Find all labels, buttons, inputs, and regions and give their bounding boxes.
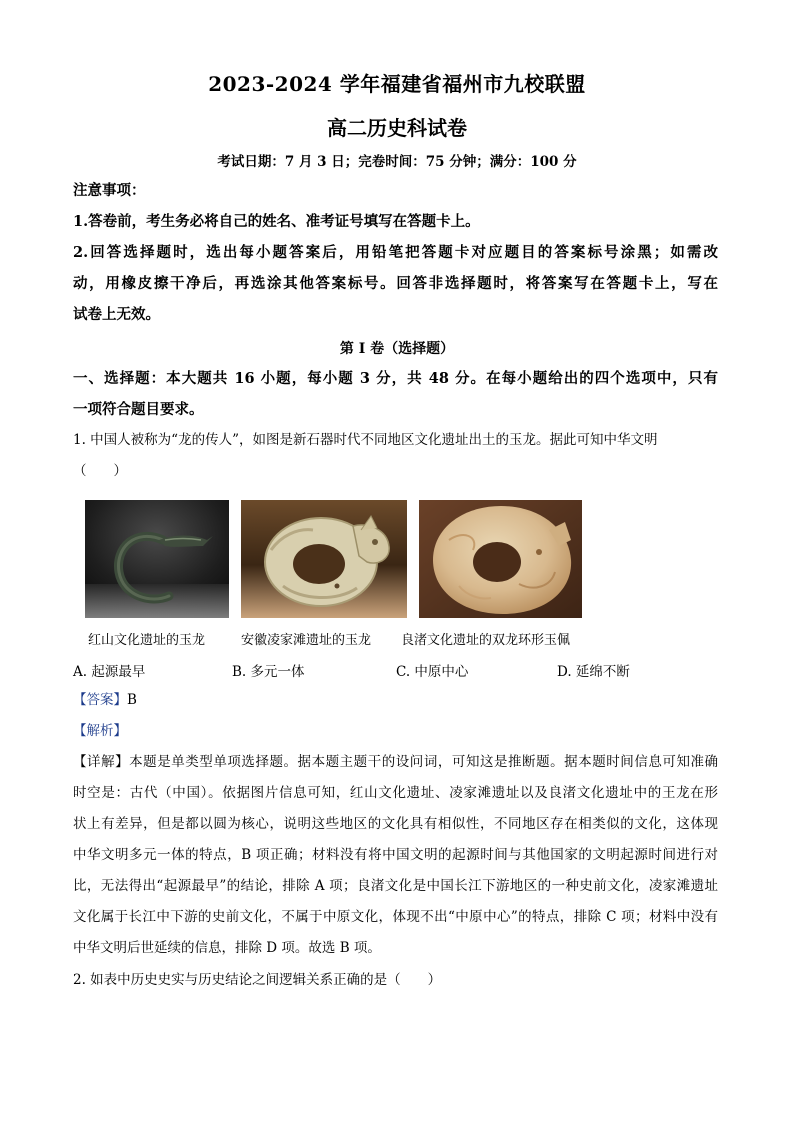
q1-option-b: B. 多元一体 <box>232 664 305 680</box>
q1-answer <box>73 690 137 710</box>
q1-detail-line-4: 中华文明多元一体的特点，B 项正确；材料没有将中国文明的起源时间与其他国家的文明起源时间进行对 <box>73 847 718 863</box>
q1-detail-line-3: 状上有差异，但是都以圆为核心，说明这些地区的文化具有相似性，不同地区存在相类似的文化，这体现 <box>73 816 718 832</box>
answer-value: B <box>127 692 137 708</box>
exam-info: 考试日期：7 月 3 日；完卷时间：75 分钟；满分：100 分 <box>217 154 577 170</box>
detail-label: 【详解】 <box>73 754 130 770</box>
notice-item-1: 1.答卷前，考生务必将自己的姓名、准考证号填写在答题卡上。 <box>73 213 480 230</box>
q1-detail-line-7: 中华文明后世延续的信息，排除 D 项。故选 B 项。 <box>73 940 381 956</box>
section-instruction-line-2: 一项符合题目要求。 <box>73 401 204 418</box>
q1-stem: 1. 中国人被称为“龙的传人”，如图是新石器时代不同地区文化遗址出土的玉龙。据此可知中华文明 <box>73 432 658 448</box>
caption-liangzhu: 良渚文化遗址的双龙环形玉佩 <box>401 633 571 648</box>
exam-subtitle: 高二历史科试卷 <box>327 116 467 140</box>
section-instruction-line-1: 一、选择题：本大题共 16 小题，每小题 3 分，共 48 分。在每小题给出的四个选项中，只有 <box>73 370 718 387</box>
q1-blank: （ ） <box>73 463 127 479</box>
caption-lingjiatan: 安徽凌家滩遗址的玉龙 <box>241 633 372 648</box>
q1-detail-line-1 <box>73 752 718 772</box>
exam-title: 2023-2024 学年福建省福州市九校联盟 <box>208 72 586 96</box>
analysis-label: 【解析】 <box>73 723 127 739</box>
notice-item-2-line-1: 2.回答选择题时，选出每小题答案后，用铅笔把答题卡对应题目的答案标号涂黑；如需改 <box>73 244 718 261</box>
q1-option-c: C. 中原中心 <box>396 664 469 680</box>
q1-option-a: A. 起源最早 <box>73 664 146 680</box>
part-title: 第 I 卷（选择题） <box>339 341 455 357</box>
hongshan-jade-dragon-image <box>85 500 229 618</box>
liangzhu-jade-pendant-image <box>419 500 582 618</box>
answer-label: 【答案】 <box>73 692 127 708</box>
q1-detail-line-5: 比，无法得出“起源最早”的结论，排除 A 项；良渚文化是中国长江下游地区的一种史前文化，凌家滩遗址 <box>73 878 718 894</box>
notice-item-2-line-2: 动，用橡皮擦干净后，再选涂其他答案标号。回答非选择题时，将答案写在答题卡上，写在 <box>73 275 718 292</box>
notice-item-2-line-3: 试卷上无效。 <box>73 306 160 323</box>
q1-analysis-label <box>73 721 127 741</box>
detail-text: 本题是单类型单项选择题。据本题主题干的设问词，可知这是推断题。据本题时间信息可知准确 <box>129 754 719 770</box>
q2-stem: 2. 如表中历史史实与历史结论之间逻辑关系正确的是（ ） <box>73 972 442 988</box>
caption-hongshan: 红山文化遗址的玉龙 <box>88 633 206 648</box>
q1-detail-line-6: 文化属于长江中下游的史前文化，不属于中原文化，体现不出“中原中心”的特点，排除 C 项；材料中没有 <box>73 909 718 925</box>
notice-heading: 注意事项： <box>73 182 146 199</box>
lingjiatan-jade-dragon-image <box>241 500 407 618</box>
q1-detail-line-2: 时空是：古代（中国）。依据图片信息可知，红山文化遗址、凌家滩遗址以及良渚文化遗址中的王龙在形 <box>73 785 718 801</box>
q1-option-d: D. 延绵不断 <box>557 664 630 680</box>
